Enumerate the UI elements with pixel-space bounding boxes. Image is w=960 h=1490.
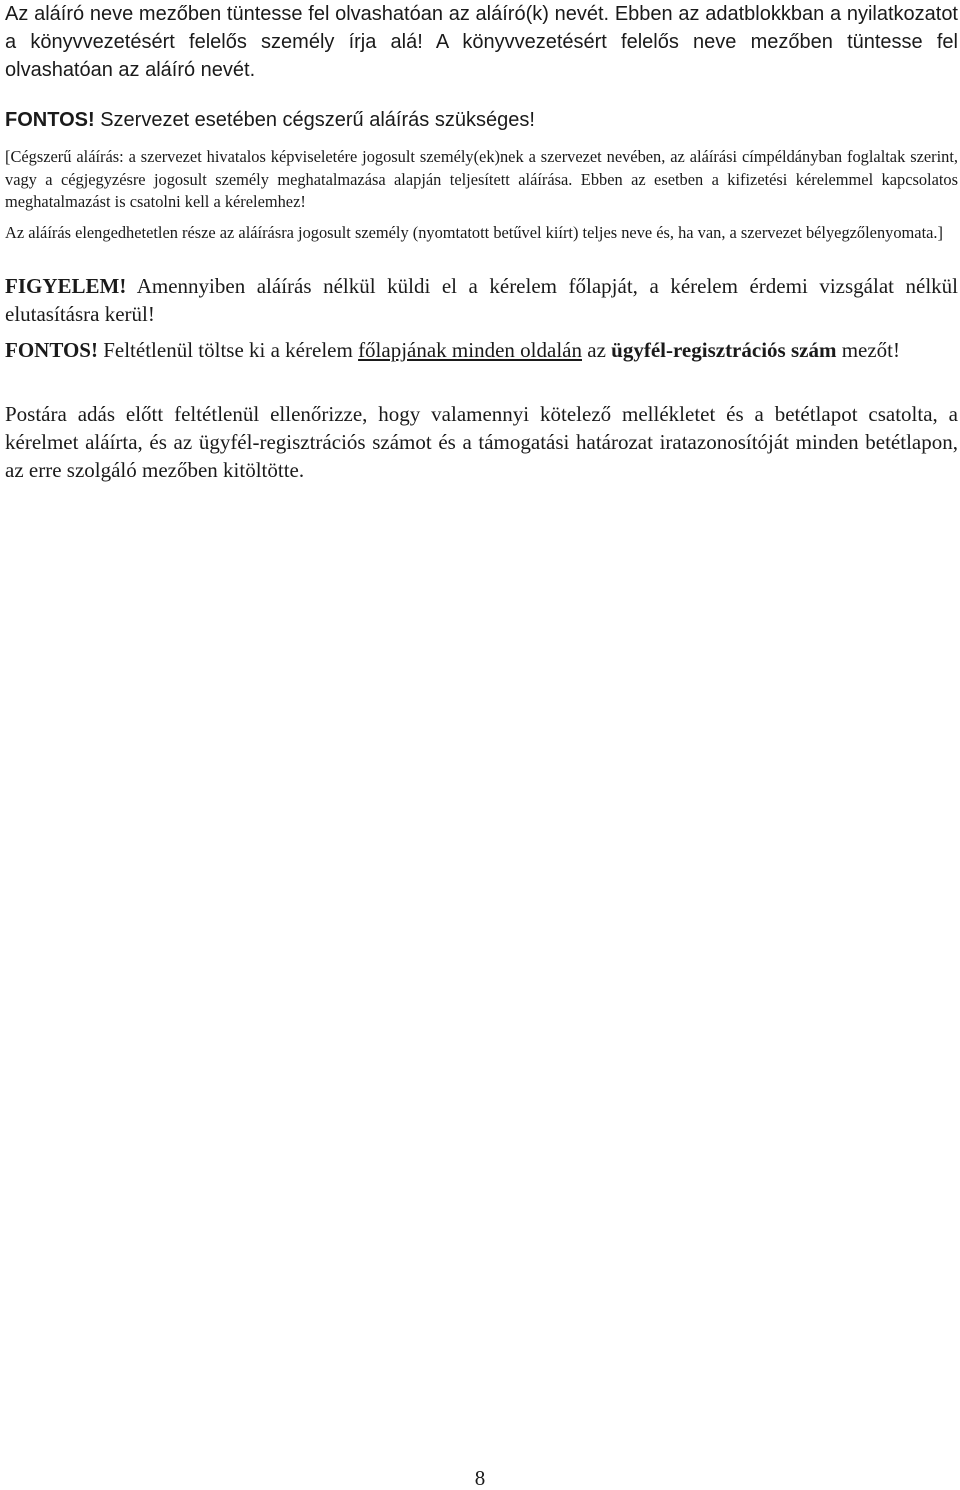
fontos2-label: FONTOS! <box>5 338 98 362</box>
mailing-checklist: Postára adás előtt feltétlenül ellenőrizze, hogy valamennyi kötelező mellékletet és a betétlapot csatolta, a kérelmet aláírta, és az ügyfél-regisztrációs számot és a támogatási határozat iratazonosítóját minden betétlapon, az erre szolgáló mezőben kitöltötte. <box>5 402 958 482</box>
signature-requirements: Az aláírás elengedhetetlen része az aláírásra jogosult személy (nyomtatott betűvel kiírt) teljes neve és, ha van, a szervezet bélyegzőlenyomata.] <box>5 223 943 242</box>
fontos2-text-2: az <box>582 338 612 362</box>
figyelem-warning <box>5 272 958 328</box>
page-number: 8 <box>474 1466 486 1490</box>
fontos2-text-1: Feltétlenül töltse ki a kérelem <box>97 338 359 362</box>
figyelem-label: FIGYELEM! <box>5 274 127 298</box>
signer-name-instruction: Az aláíró neve mezőben tüntesse fel olvashatóan az aláíró(k) nevét. Ebben az adatblokkban a nyilatkozatot a könyvvezetésért felelős személy írja alá! A könyvvezetésért felelős neve mezőben tüntesse fel olvashatóan az aláíró nevét. <box>5 3 958 81</box>
fontos2-text-3: mezőt! <box>836 338 901 362</box>
fontos-notice-2 <box>5 336 958 364</box>
fontos-notice-1 <box>5 106 958 134</box>
fontos-text: Szervezet esetében cégszerű aláírás szükséges! <box>94 109 535 131</box>
figyelem-text: Amennyiben aláírás nélkül küldi el a kérelem főlapját, a kérelem érdemi vizsgálat nélkül elutasításra kerül! <box>5 274 958 326</box>
fontos2-underlined: főlapjának minden oldalán <box>358 338 582 362</box>
fontos2-bold: ügyfél-regisztrációs szám <box>611 338 837 362</box>
fontos-label: FONTOS! <box>5 109 95 131</box>
company-signature-definition: [Cégszerű aláírás: a szervezet hivatalos képviseletére jogosult személy(ek)nek a szervezet nevében, az aláírási címpéldányban foglaltak szerint, vagy a cégjegyzésre jogosult személy meghatalmazása alapján teljesített aláírása. Ebben az esetben a kifizetési kérelemmel kapcsolatos meghatalmazást is csatolni kell a kérelemhez! <box>5 147 958 212</box>
